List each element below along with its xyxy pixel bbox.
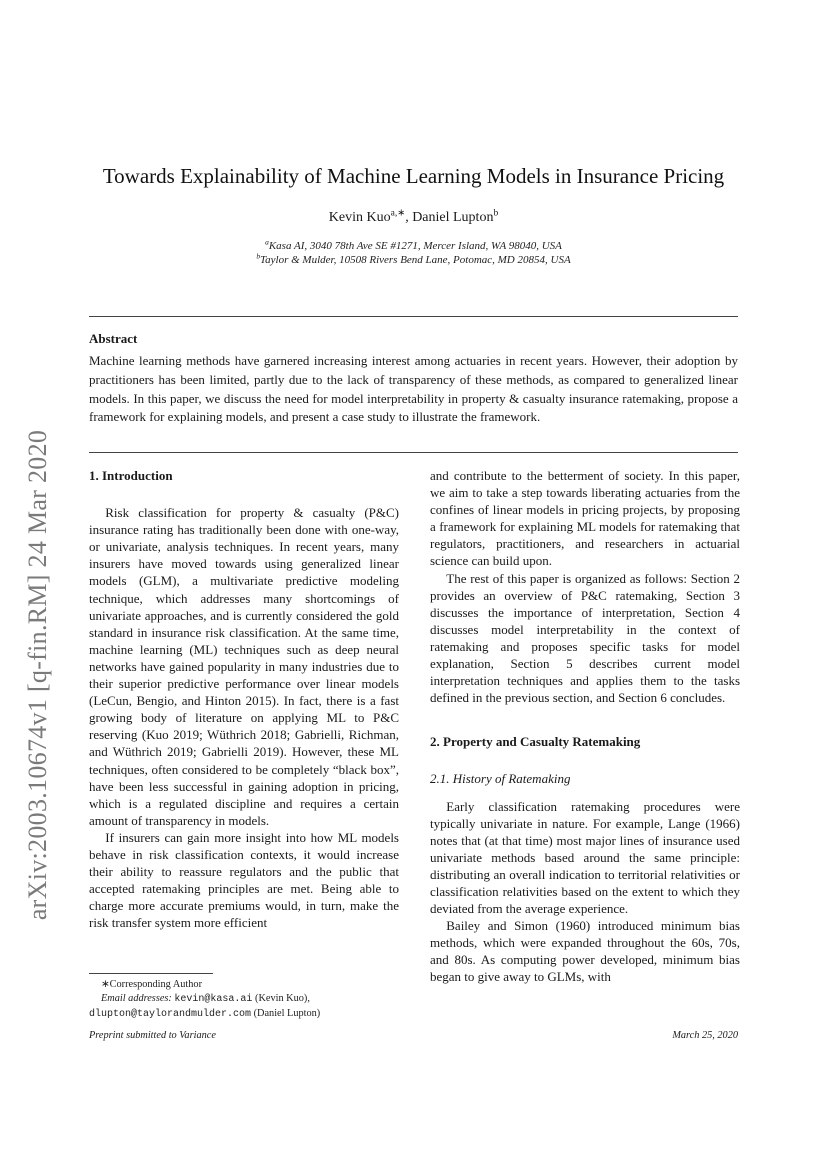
author-1-marks: a,∗ [390,208,406,219]
preprint-date: March 25, 2020 [672,1030,738,1041]
preprint-note: Preprint submitted to Variance [89,1030,216,1041]
email-owner-1: (Kevin Kuo), [252,993,310,1004]
history-paragraph-1: Early classification ratemaking procedures were typically univariate in nature. For example, Lange (1966) notes that (at that time) most major lines of insurance used univariate methods based around the same principle: distributing an overall indication to territorial relativities or classification relativities based on the extent to which they deviated from the average experience. [430,798,740,917]
intro-paragraph-2: If insurers can gain more insight into how ML models behave in risk classification contexts, it would increase their ability to reassure regulators and the public that accepted ratemaking principles are met. Being able to charge more accurate premiums would, in turn, make the risk transfer system more efficient [89,829,399,931]
email-address-2[interactable]: dlupton@taylorandmulder.com [89,1009,252,1020]
author-name-1: Kevin Kuo [328,210,391,225]
author-separator: , [405,210,413,225]
abstract-heading: Abstract [89,331,138,346]
affiliation-b-text: Taylor & Mulder, 10508 Rivers Bend Lane, Potomac, MD 20854, USA [260,254,571,266]
section-1-heading: 1. Introduction [89,468,173,483]
arxiv-id-text: arXiv:2003.10674v1 [q-fin.RM] 24 Mar 2020 [23,429,53,921]
email-line-1 [89,992,409,1007]
email-label: Email addresses: [101,993,172,1004]
paper-title: Towards Explainability of Machine Learning Models in Insurance Pricing [102,164,725,188]
intro-paragraph-continued: and contribute to the betterment of society. In this paper, we aim to take a step towards liberating actuaries from the confines of linear models in pricing projects, by proposing a framework for explaining ML models for ratemaking that regulators, practitioners, and researchers in actuarial science can build upon. [430,468,740,569]
abstract-bottom-rule [89,452,738,453]
arxiv-identifier-stamp [18,340,58,1010]
affiliation-b-mark: b [256,251,261,261]
right-column [430,467,740,986]
intro-paragraph-1: Risk classification for property & casualty (P&C) insurance rating has traditionally been done with one-way, or univariate, analysis techniques. In recent years, many insurers have moved towards using generalized linear models (GLM), a multivariate predictive modeling technique, which addresses many shortcomings of univariate approaches, and is currently considered the gold standard in insurance risk classification. At the same time, machine learning (ML) techniques such as deep neural networks have gained popularity in many industries due to their superior predictive performance over linear models (LeCun, Bengio, and Hinton 2015). In fact, there is a fast growing body of literature on applying ML to P&C reserving (Kuo 2019; Wüthrich 2018; Gabrielli, Richman, and Wüthrich 2019; Gabrielli 2019). However, these ML techniques, often considered to be completely “black box”, have been less successful in gaining adoption in pricing, which is a regulated discipline and requires a certain amount of transparency in models. [89,505,399,828]
abstract-body: Machine learning methods have garnered increasing interest among actuaries in recent years. However, their adoption by practitioners has been limited, partly due to the lack of transparency of these methods, as compared to generalized linear models. In this paper, we discuss the need for model interpretability in property & casualty insurance ratemaking, propose a framework for explaining models, and present a case study to illustrate the framework. [89,353,738,425]
affiliation-b [90,251,737,266]
email-owner-2: (Daniel Lupton) [251,1008,321,1019]
subsection-2-1-heading: 2.1. History of Ratemaking [430,771,571,787]
affiliation-a-mark: a [265,237,269,247]
affiliation-a-text: Kasa AI, 3040 78th Ave SE #1271, Mercer Island, WA 98040, USA [268,240,562,252]
email-address-1[interactable]: kevin@kasa.ai [174,994,253,1005]
abstract-top-rule [89,316,738,317]
history-paragraph-2: Bailey and Simon (1960) introduced minimum bias methods, which were expanded throughout the 60s, 70s, and 80s. As computing power developed, minimum bias began to give away to GLMs, with [430,918,740,985]
author-line [90,210,737,226]
author-2-marks: b [493,208,499,219]
affiliation-a [90,237,737,252]
paper-organization-paragraph: The rest of this paper is organized as follows: Section 2 provides an overview of P&C ratemaking, Section 3 discusses the importance of interpretation, Section 4 discusses model interpretability in the context of ratemaking and proposes specific tasks for model explanation, Section 5 describes current model interpretation techniques and applies them to the tasks defined in the previous section, and Section 6 concludes. [430,570,740,706]
section-2-heading: 2. Property and Casualty Ratemaking [430,734,641,750]
left-column [89,467,399,931]
footnotes [89,978,409,1022]
footnote-rule [89,973,213,974]
author-name-2: Daniel Lupton [412,210,494,225]
corresponding-author-note: ∗Corresponding Author [101,979,203,990]
section-gap [430,706,740,733]
email-line-2 [89,1007,409,1022]
